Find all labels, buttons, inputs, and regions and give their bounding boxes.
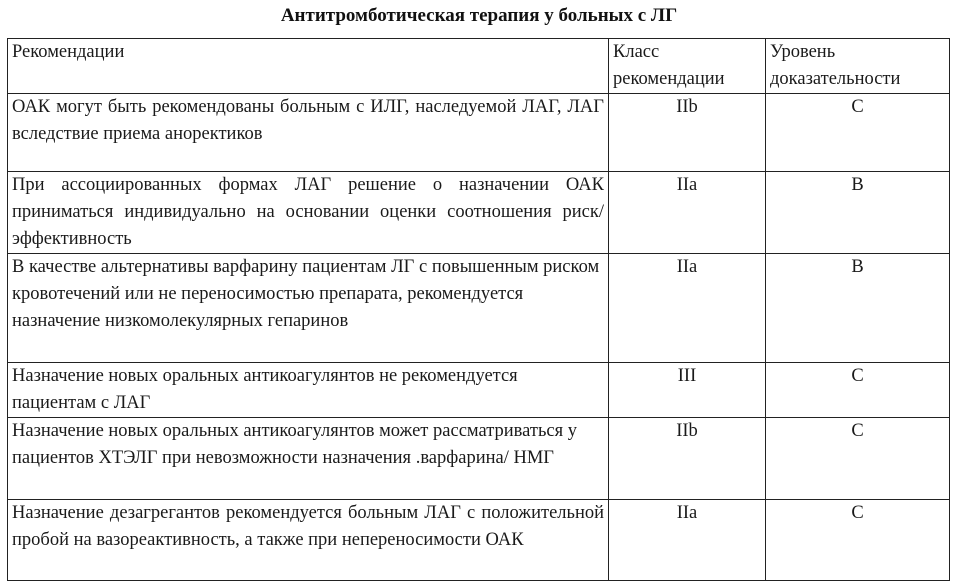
evidence-level: C xyxy=(766,94,950,172)
evidence-level: B xyxy=(766,172,950,254)
recommendation-class: III xyxy=(609,363,766,418)
recommendation-text: Назначение дезагрегантов рекомендуется больным ЛАГ с положительной пробой на вазореактивность, а также при непереносимости ОАК xyxy=(8,500,609,581)
recommendation-text: Назначение новых оральных антикоагулянтов не рекомендуется пациентам с ЛАГ xyxy=(8,363,609,418)
table-row xyxy=(8,418,950,500)
evidence-level: C xyxy=(766,418,950,500)
recommendation-class: IIb xyxy=(609,94,766,172)
table-row xyxy=(8,172,950,254)
recommendation-class: IIa xyxy=(609,172,766,254)
evidence-level: C xyxy=(766,500,950,581)
recommendation-text: При ассоциированных формах ЛАГ решение о назначении ОАК приниматься индивидуально на основании оценки соотношения риск/ эффективность xyxy=(8,172,609,254)
table-row xyxy=(8,254,950,363)
table-header-row xyxy=(8,39,950,94)
recommendation-text: В качестве альтернативы варфарину пациентам ЛГ с повышенным риском кровотечений или не переносимостью препарата, рекомендуется назначение низкомолекулярных гепаринов xyxy=(8,254,609,363)
recommendations-table xyxy=(7,38,950,581)
header-class: Класс рекомендации xyxy=(609,39,766,94)
header-recommendation: Рекомендации xyxy=(8,39,609,94)
evidence-level: B xyxy=(766,254,950,363)
recommendation-class: IIa xyxy=(609,254,766,363)
header-level: Уровень доказательности xyxy=(766,39,950,94)
table-row xyxy=(8,500,950,581)
evidence-level: C xyxy=(766,363,950,418)
recommendation-text: ОАК могут быть рекомендованы больным с ИЛГ, наследуемой ЛАГ, ЛАГ вследствие приема аноректиков xyxy=(8,94,609,172)
recommendation-class: IIb xyxy=(609,418,766,500)
recommendation-class: IIa xyxy=(609,500,766,581)
recommendation-text: Назначение новых оральных антикоагулянтов может рассматриваться у пациентов ХТЭЛГ при невозможности назначения .варфарина/ НМГ xyxy=(8,418,609,500)
table-row xyxy=(8,363,950,418)
table-row xyxy=(8,94,950,172)
table-title: Антитромботическая терапия у больных с ЛГ xyxy=(280,5,678,26)
